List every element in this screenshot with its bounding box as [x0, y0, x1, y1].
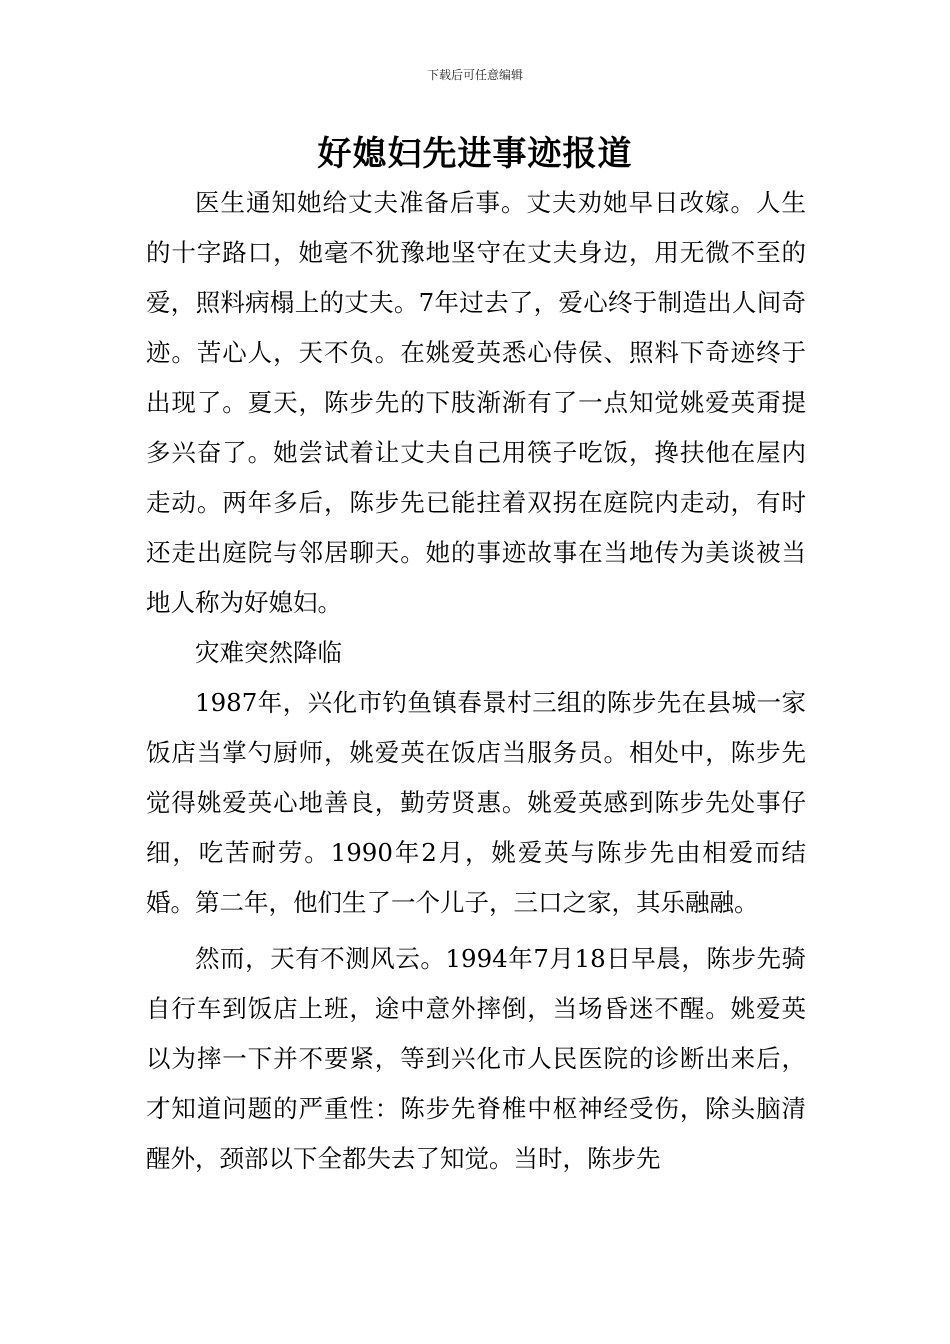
header-note: 下载后可任意编辑 — [426, 68, 523, 82]
document-body — [146, 178, 806, 1184]
paragraph-1: 医生通知她给丈夫准备后事。丈夫劝她早日改嫁。人生的十字路口，她毫不犹豫地坚守在丈夫身边，用无微不至的爱，照料病榻上的丈夫。7年过去了，爱心终于制造出人间奇迹。苦心人，天不负。在姚爱英悉心侍侯、照料下奇迹终于出现了。夏天，陈步先的下肢渐渐有了一点知觉姚爱英甭提多兴奋了。她尝试着让丈夫自己用筷子吃饭，搀扶他在屋内走动。两年多后，陈步先已能拄着双拐在庭院内走动，有时还走出庭院与邻居聊天。她的事迹故事在当地传为美谈被当地人称为好媳妇。 — [146, 188, 806, 617]
document-title: 好媳妇先进事迹报道 — [317, 134, 633, 174]
paragraph-3: 1987年，兴化市钓鱼镇春景村三组的陈步先在县城一家饭店当掌勺厨师，姚爱英在饭店当服务员。相处中，陈步先觉得姚爱英心地善良，勤劳贤惠。姚爱英感到陈步先处事仔细，吃苦耐劳。1990年2月，姚爱英与陈步先由相爱而结婚。第二年，他们生了一个儿子，三口之家，其乐融融。 — [146, 688, 806, 917]
paragraph-4: 然而，天有不测风云。1994年7月18日早晨，陈步先骑自行车到饭店上班，途中意外摔倒，当场昏迷不醒。姚爱英以为摔一下并不要紧，等到兴化市人民医院的诊断出来后，才知道问题的严重性：陈步先脊椎中枢神经受伤，除头脑清醒外，颈部以下全都失去了知觉。当时，陈步先 — [146, 944, 806, 1173]
paragraph-2-heading: 灾难突然降临 — [195, 638, 342, 667]
